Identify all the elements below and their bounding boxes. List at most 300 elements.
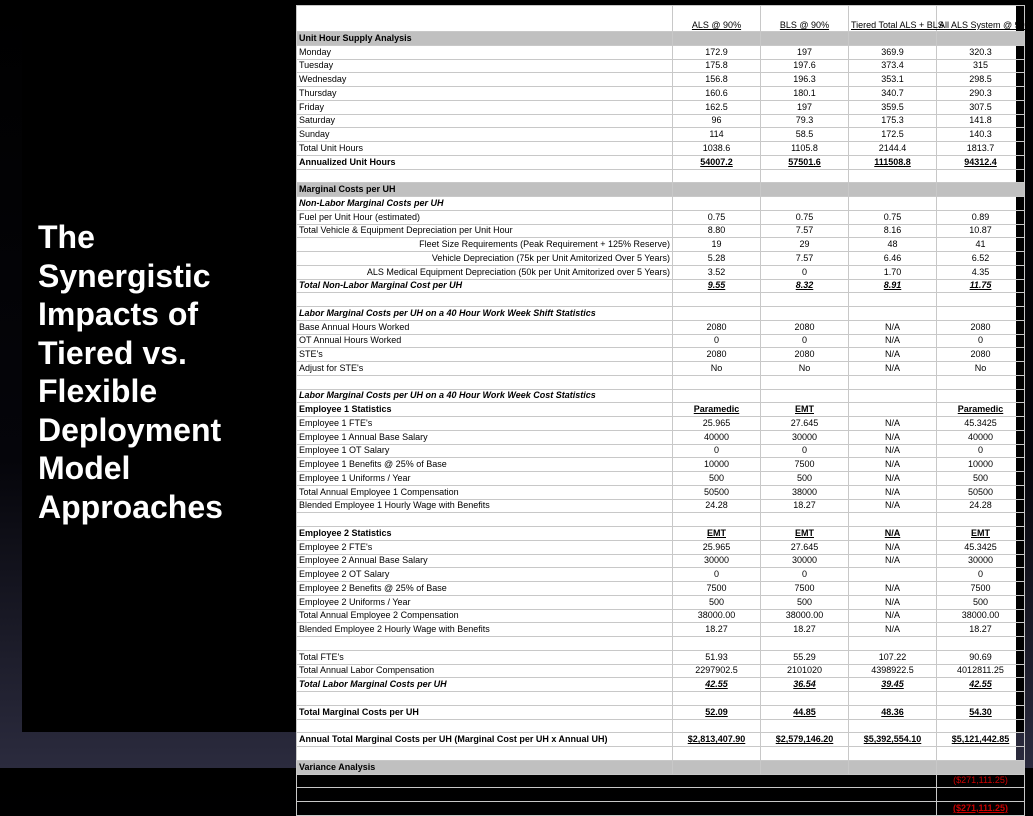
row-value: 3.52: [673, 265, 761, 279]
row-value: [673, 32, 761, 46]
row-value: 51.93: [673, 650, 761, 664]
row-value: 2297902.5: [673, 664, 761, 678]
table-row: [297, 87, 1025, 101]
row-label: Total FTE's: [297, 650, 673, 664]
row-value: N/A: [849, 485, 937, 499]
row-value: [937, 760, 1025, 774]
row-value: [937, 692, 1025, 706]
row-label: Labor Marginal Costs per UH on a 40 Hour Work Week Cost Statistics: [297, 389, 673, 403]
row-value: 10.87: [937, 224, 1025, 238]
row-label: Total Labor Marginal Costs per UH: [297, 678, 673, 692]
row-value: 500: [673, 595, 761, 609]
table-row: [297, 252, 1025, 266]
row-label: Employee 2 Uniforms / Year: [297, 595, 673, 609]
row-value: No: [673, 362, 761, 376]
row-value: 114: [673, 128, 761, 142]
row-value: [937, 307, 1025, 321]
row-label: Annualized Unit Hours: [297, 155, 673, 169]
title-line: Tiered vs.: [38, 334, 187, 371]
table-row: [297, 59, 1025, 73]
row-value: [761, 389, 849, 403]
row-value: 1.70: [849, 265, 937, 279]
variance-value: ($271,111.25): [937, 774, 1025, 788]
table-row: [297, 719, 1025, 733]
row-value: 42.55: [673, 678, 761, 692]
row-value: 94312.4: [937, 155, 1025, 169]
table-row: [297, 527, 1025, 541]
row-label: Variance Analysis: [297, 760, 673, 774]
table-row: [297, 444, 1025, 458]
row-value: [673, 513, 761, 527]
section-header-row: [297, 760, 1025, 774]
row-value: 48.36: [849, 705, 937, 719]
row-label: Blended Employee 1 Hourly Wage with Benefits: [297, 499, 673, 513]
row-value: 197: [761, 45, 849, 59]
row-value: 1105.8: [761, 142, 849, 156]
title-line: The: [38, 219, 95, 255]
row-label: Employee 1 Benefits @ 25% of Base: [297, 458, 673, 472]
table-row: [297, 430, 1025, 444]
row-value: 18.27: [673, 623, 761, 637]
table-row: [297, 472, 1025, 486]
row-value: N/A: [849, 362, 937, 376]
header-row: [297, 6, 1025, 32]
row-value: 48: [849, 238, 937, 252]
row-value: 1038.6: [673, 142, 761, 156]
row-value: 340.7: [849, 87, 937, 101]
row-label: Employee 2 Annual Base Salary: [297, 554, 673, 568]
row-label: Marginal Costs per UH: [297, 183, 673, 197]
row-value: 42.55: [937, 678, 1025, 692]
row-value: [761, 183, 849, 197]
row-label: Total Vehicle & Equipment Depreciation per Unit Hour: [297, 224, 673, 238]
variance-row: [297, 774, 1025, 788]
row-value: 500: [761, 472, 849, 486]
row-value: [937, 719, 1025, 733]
row-value: [761, 760, 849, 774]
table-row: [297, 238, 1025, 252]
table-row: [297, 513, 1025, 527]
row-value: 58.5: [761, 128, 849, 142]
variance-label: Impact of Schedule Adjustments:: [297, 788, 937, 802]
row-value: 8.32: [761, 279, 849, 293]
row-value: 7500: [937, 582, 1025, 596]
row-value: 0.75: [761, 210, 849, 224]
row-label: Total Annual Employee 2 Compensation: [297, 609, 673, 623]
row-value: N/A: [849, 444, 937, 458]
row-value: [761, 375, 849, 389]
row-label: Monday: [297, 45, 673, 59]
row-value: EMT: [673, 527, 761, 541]
row-label: Sunday: [297, 128, 673, 142]
row-label: Non-Labor Marginal Costs per UH: [297, 197, 673, 211]
row-value: 2080: [937, 320, 1025, 334]
row-label: Employee 2 FTE's: [297, 540, 673, 554]
row-value: N/A: [849, 609, 937, 623]
row-value: EMT: [937, 527, 1025, 541]
row-value: 172.9: [673, 45, 761, 59]
row-value: 55.29: [761, 650, 849, 664]
row-value: [673, 169, 761, 183]
row-value: [761, 197, 849, 211]
row-value: 2101020: [761, 664, 849, 678]
row-label: Thursday: [297, 87, 673, 101]
row-label: Unit Hour Supply Analysis: [297, 32, 673, 46]
table-row: [297, 458, 1025, 472]
table-row: [297, 73, 1025, 87]
row-value: [673, 692, 761, 706]
row-value: 0: [761, 334, 849, 348]
row-value: [937, 747, 1025, 761]
row-value: 315: [937, 59, 1025, 73]
row-value: 111508.8: [849, 155, 937, 169]
row-value: 0: [673, 568, 761, 582]
row-value: 40000: [937, 430, 1025, 444]
table-row: [297, 664, 1025, 678]
row-value: $2,579,146.20: [761, 733, 849, 747]
row-value: [937, 169, 1025, 183]
row-value: 160.6: [673, 87, 761, 101]
table-row: [297, 568, 1025, 582]
row-value: No: [761, 362, 849, 376]
row-value: 0.75: [673, 210, 761, 224]
title-line: Synergistic: [38, 257, 211, 294]
title-line: Deployment: [38, 411, 222, 448]
row-value: [937, 293, 1025, 307]
row-value: 4.35: [937, 265, 1025, 279]
row-value: 7.57: [761, 224, 849, 238]
row-value: [849, 747, 937, 761]
row-value: [673, 307, 761, 321]
row-value: 6.46: [849, 252, 937, 266]
row-value: 4012811.25: [937, 664, 1025, 678]
row-value: 41: [937, 238, 1025, 252]
row-value: 500: [761, 595, 849, 609]
row-label: Fleet Size Requirements (Peak Requirement + 125% Reserve): [297, 238, 673, 252]
row-value: N/A: [849, 472, 937, 486]
row-value: 7500: [761, 582, 849, 596]
row-value: [849, 389, 937, 403]
row-value: 298.5: [937, 73, 1025, 87]
table-row: [297, 334, 1025, 348]
row-value: 8.80: [673, 224, 761, 238]
row-value: 0: [761, 444, 849, 458]
table-row: [297, 554, 1025, 568]
row-value: $2,813,407.90: [673, 733, 761, 747]
row-value: Paramedic: [937, 403, 1025, 417]
row-value: 18.27: [761, 499, 849, 513]
row-value: [849, 760, 937, 774]
variance-row: [297, 802, 1025, 816]
table-row: [297, 705, 1025, 719]
row-value: 107.22: [849, 650, 937, 664]
row-label: Annual Total Marginal Costs per UH (Marginal Cost per UH x Annual UH): [297, 733, 673, 747]
row-value: [849, 169, 937, 183]
row-label: [297, 719, 673, 733]
row-label: Employee 2 Statistics: [297, 527, 673, 541]
row-value: $5,392,554.10: [849, 733, 937, 747]
row-value: [761, 293, 849, 307]
row-value: 50500: [937, 485, 1025, 499]
row-value: 307.5: [937, 100, 1025, 114]
row-value: 180.1: [761, 87, 849, 101]
row-label: [297, 637, 673, 651]
table-row: [297, 279, 1025, 293]
row-label: Labor Marginal Costs per UH on a 40 Hour Work Week Shift Statistics: [297, 307, 673, 321]
row-value: N/A: [849, 554, 937, 568]
title-line: Flexible: [38, 373, 158, 409]
row-label: Base Annual Hours Worked: [297, 320, 673, 334]
table-row: [297, 650, 1025, 664]
row-value: [761, 637, 849, 651]
table-row: [297, 210, 1025, 224]
row-value: N/A: [849, 499, 937, 513]
row-value: 175.8: [673, 59, 761, 73]
spreadsheet-table: [296, 5, 1033, 813]
row-value: 90.69: [937, 650, 1025, 664]
row-label: Employee 1 Statistics: [297, 403, 673, 417]
table-row: [297, 45, 1025, 59]
row-value: 27.645: [761, 417, 849, 431]
row-value: [937, 183, 1025, 197]
row-value: [849, 719, 937, 733]
row-value: 0.75: [849, 210, 937, 224]
row-value: [937, 389, 1025, 403]
row-value: 8.16: [849, 224, 937, 238]
row-value: [761, 692, 849, 706]
row-value: 10000: [673, 458, 761, 472]
row-label: Employee 1 FTE's: [297, 417, 673, 431]
row-value: N/A: [849, 320, 937, 334]
table-row: [297, 375, 1025, 389]
row-label: Total Marginal Costs per UH: [297, 705, 673, 719]
variance-label: Base Approach Variance from 40 Hour Work Week (Tiered to All ALS):: [297, 774, 937, 788]
row-value: [849, 513, 937, 527]
row-value: [761, 169, 849, 183]
row-value: 500: [937, 595, 1025, 609]
row-value: [849, 568, 937, 582]
row-value: [849, 637, 937, 651]
title-line: Impacts of: [38, 296, 199, 332]
row-value: [937, 513, 1025, 527]
row-value: 1813.7: [937, 142, 1025, 156]
row-value: 369.9: [849, 45, 937, 59]
variance-row: [297, 788, 1025, 802]
row-label: Employee 1 Uniforms / Year: [297, 472, 673, 486]
row-value: N/A: [849, 458, 937, 472]
row-label: Total Annual Labor Compensation: [297, 664, 673, 678]
table-row: [297, 582, 1025, 596]
row-value: 30000: [937, 554, 1025, 568]
row-value: 353.1: [849, 73, 937, 87]
table-row: [297, 155, 1025, 169]
row-value: 196.3: [761, 73, 849, 87]
row-value: 4398922.5: [849, 664, 937, 678]
row-value: [849, 375, 937, 389]
table-row: [297, 623, 1025, 637]
table-body: [297, 6, 1033, 816]
row-value: [761, 513, 849, 527]
row-value: 38000.00: [937, 609, 1025, 623]
row-value: 36.54: [761, 678, 849, 692]
table-row: [297, 320, 1025, 334]
row-value: [673, 637, 761, 651]
row-value: N/A: [849, 348, 937, 362]
table-row: [297, 733, 1025, 747]
row-label: Saturday: [297, 114, 673, 128]
row-label: Tuesday: [297, 59, 673, 73]
row-value: 29: [761, 238, 849, 252]
row-value: [761, 32, 849, 46]
row-value: N/A: [849, 595, 937, 609]
table-row: [297, 747, 1025, 761]
row-label: OT Annual Hours Worked: [297, 334, 673, 348]
row-value: N/A: [849, 540, 937, 554]
row-value: [761, 307, 849, 321]
table-row: [297, 128, 1025, 142]
row-value: 38000.00: [673, 609, 761, 623]
row-value: [937, 375, 1025, 389]
row-value: N/A: [849, 623, 937, 637]
row-label: Employee 1 Annual Base Salary: [297, 430, 673, 444]
row-value: 7500: [761, 458, 849, 472]
table-row: [297, 224, 1025, 238]
table-row: [297, 307, 1025, 321]
row-value: 500: [937, 472, 1025, 486]
row-value: 54007.2: [673, 155, 761, 169]
row-value: 290.3: [937, 87, 1025, 101]
row-value: 30000: [673, 554, 761, 568]
row-value: 5.28: [673, 252, 761, 266]
row-value: [937, 197, 1025, 211]
row-value: 79.3: [761, 114, 849, 128]
variance-label: Net (Savings) or Loss:: [297, 802, 937, 816]
row-value: [849, 183, 937, 197]
row-value: N/A: [849, 527, 937, 541]
row-label: Wednesday: [297, 73, 673, 87]
row-value: [673, 719, 761, 733]
row-value: [673, 760, 761, 774]
row-value: [673, 389, 761, 403]
table-row: [297, 609, 1025, 623]
row-value: 38000: [761, 485, 849, 499]
row-value: [849, 307, 937, 321]
row-label: Blended Employee 2 Hourly Wage with Benefits: [297, 623, 673, 637]
table-row: [297, 265, 1025, 279]
table-row: [297, 362, 1025, 376]
table-row: [297, 293, 1025, 307]
row-value: [849, 32, 937, 46]
variance-value: ($271,111.25): [937, 802, 1025, 816]
table-row: [297, 403, 1025, 417]
row-value: 2080: [937, 348, 1025, 362]
row-value: 24.28: [937, 499, 1025, 513]
table-row: [297, 348, 1025, 362]
table-row: [297, 692, 1025, 706]
section-header-row: [297, 183, 1025, 197]
row-value: 0: [937, 444, 1025, 458]
row-value: 25.965: [673, 540, 761, 554]
table-row: [297, 637, 1025, 651]
row-label: ALS Medical Equipment Depreciation (50k per Unit Amitorized over 5 Years): [297, 265, 673, 279]
row-value: 11.75: [937, 279, 1025, 293]
row-value: 24.28: [673, 499, 761, 513]
title-line: Model: [38, 450, 131, 486]
row-value: 162.5: [673, 100, 761, 114]
row-value: [673, 293, 761, 307]
row-value: 44.85: [761, 705, 849, 719]
row-value: 18.27: [761, 623, 849, 637]
header-cell-all-als: All ALS System @ 90%: [937, 6, 1025, 32]
row-value: 30000: [761, 430, 849, 444]
row-value: 39.45: [849, 678, 937, 692]
row-value: 2080: [673, 348, 761, 362]
row-value: [937, 32, 1025, 46]
row-value: 0: [673, 444, 761, 458]
table-row: [297, 595, 1025, 609]
row-value: 40000: [673, 430, 761, 444]
row-label: STE's: [297, 348, 673, 362]
row-label: Total Unit Hours: [297, 142, 673, 156]
row-label: Total Non-Labor Marginal Cost per UH: [297, 279, 673, 293]
variance-value: $0.00: [937, 788, 1025, 802]
row-value: 96: [673, 114, 761, 128]
row-value: 373.4: [849, 59, 937, 73]
row-value: 0.89: [937, 210, 1025, 224]
row-value: [849, 692, 937, 706]
row-value: [761, 747, 849, 761]
row-value: [673, 375, 761, 389]
row-value: 9.55: [673, 279, 761, 293]
row-value: $5,121,442.85: [937, 733, 1025, 747]
row-label: Vehicle Depreciation (75k per Unit Amitorized Over 5 Years): [297, 252, 673, 266]
row-value: 18.27: [937, 623, 1025, 637]
row-value: [673, 747, 761, 761]
table-row: [297, 485, 1025, 499]
row-value: 320.3: [937, 45, 1025, 59]
row-label: [297, 375, 673, 389]
row-value: 7500: [673, 582, 761, 596]
row-label: Total Annual Employee 1 Compensation: [297, 485, 673, 499]
table-row: [297, 142, 1025, 156]
row-value: 10000: [937, 458, 1025, 472]
row-label: [297, 747, 673, 761]
table-row: [297, 540, 1025, 554]
row-value: [849, 293, 937, 307]
row-value: [673, 183, 761, 197]
header-cell-als: ALS @ 90%: [673, 6, 761, 32]
row-value: No: [937, 362, 1025, 376]
row-value: 2080: [761, 348, 849, 362]
row-value: 2080: [761, 320, 849, 334]
row-value: 0: [937, 334, 1025, 348]
row-value: 19: [673, 238, 761, 252]
row-value: 6.52: [937, 252, 1025, 266]
table-row: [297, 114, 1025, 128]
row-value: 7.57: [761, 252, 849, 266]
header-cell-bls: BLS @ 90%: [761, 6, 849, 32]
row-value: 500: [673, 472, 761, 486]
row-label: Employee 1 OT Salary: [297, 444, 673, 458]
row-value: [849, 197, 937, 211]
row-value: [937, 637, 1025, 651]
row-value: 0: [673, 334, 761, 348]
section-header-row: [297, 32, 1025, 46]
row-value: 175.3: [849, 114, 937, 128]
row-value: [849, 403, 937, 417]
row-value: 27.645: [761, 540, 849, 554]
header-cell-tiered: Tiered Total ALS + BLS: [849, 6, 937, 32]
